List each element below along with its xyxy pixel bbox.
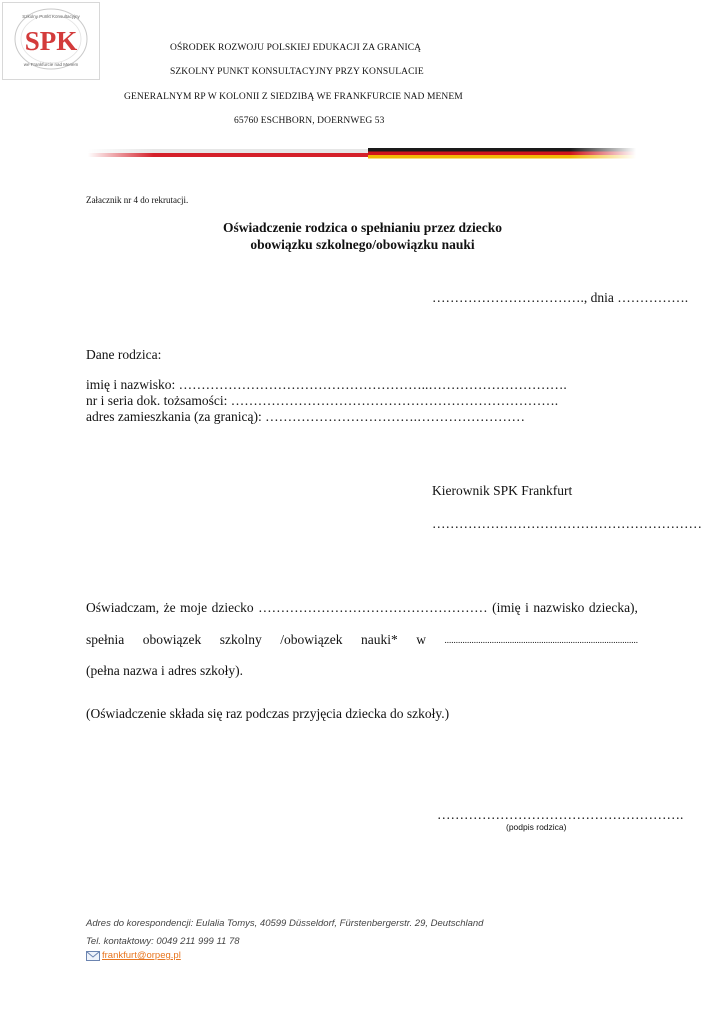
parent-signature-line: ………………………………………………. (437, 807, 684, 822)
parent-heading: Dane rodzica: (86, 347, 162, 362)
flag-divider (88, 146, 636, 160)
header-line-4: 65760 ESCHBORN, DOERNWEG 53 (234, 116, 385, 126)
declaration-word: i (525, 600, 529, 615)
spk-logo-graphic (3, 3, 99, 79)
document-title (0, 219, 725, 253)
declaration-word: spełnia (86, 632, 125, 647)
declaration-line-2 (86, 632, 638, 648)
declaration-note: (Oświadczenie składa się raz podczas przyjęcia dziecka do szkoły.) (86, 706, 450, 721)
parent-id-field: nr i seria dok. tożsamości: ………………………………………………………………. (86, 393, 559, 408)
parent-signature-caption: (podpis rodzica) (506, 822, 567, 832)
logo-bottom-text: we Frankfurcie nad Menem (23, 62, 79, 67)
declaration-line-3: (pełna nazwa i adres szkoły). (86, 663, 244, 678)
header-line-2: SZKOLNY PUNKT KONSULTACYJNY PRZY KONSULACIE (170, 67, 424, 77)
title-line-2: obowiązku szkolnego/obowiązku nauki (250, 237, 475, 252)
child-name-blank: …………………………………………… (258, 600, 488, 615)
declaration-line-1 (86, 600, 638, 616)
declaration-word: /obowiązek (280, 632, 343, 647)
declaration-word: moje (180, 600, 208, 615)
director-signature-line: …………………………………………………… (432, 516, 702, 531)
director-title: Kierownik SPK Frankfurt (432, 483, 573, 498)
footer-email-row (86, 950, 181, 961)
footer-email-link[interactable]: frankfurt@orpeg.pl (102, 950, 181, 961)
logo-brand: SPK (24, 26, 78, 56)
declaration-word: Oświadczam, (86, 600, 160, 615)
declaration-word: (imię (492, 600, 521, 615)
declaration-word: obowiązek (142, 632, 202, 647)
envelope-icon (86, 951, 100, 961)
logo-top-text: Szkolny Punkt Konsultacyjny (22, 14, 80, 19)
parent-address-field: adres zamieszkania (za granicą): …………………………….…………………… (86, 409, 526, 424)
attachment-note: Załacznik nr 4 do rekrutacji. (86, 195, 189, 205)
declaration-word: nauki* (360, 632, 398, 647)
parent-name-field: imię i nazwisko: ………………………………………………..…………………………. (86, 377, 567, 392)
header-line-1: OŚRODEK ROZWOJU POLSKIEJ EDUKACJI ZA GRANICĄ (170, 43, 422, 53)
school-name-blank: ...................................................................................... (444, 635, 638, 645)
date-line: ……………………………., dnia ……………. (432, 290, 689, 305)
declaration-word: w (416, 632, 426, 647)
declaration-word: szkolny (219, 632, 262, 647)
title-line-1: Oświadczenie rodzica o spełnianiu przez dziecko (222, 220, 503, 235)
footer-phone: Tel. kontaktowy: 0049 211 999 11 78 (86, 936, 240, 947)
spk-logo (2, 2, 100, 80)
footer-address: Adres do korespondencji: Eulalia Tomys, 40599 Düsseldorf, Fürstenbergerstr. 29, Deutschland (86, 918, 484, 929)
declaration-word: dziecko (211, 600, 254, 615)
declaration-word: dziecka), (588, 600, 638, 615)
declaration-word: nazwisko (533, 600, 585, 615)
header-line-3: GENERALNYM RP W KOLONII Z SIEDZIBĄ WE FRANKFURCIE NAD MENEM (124, 92, 463, 102)
declaration-word: że (163, 600, 176, 615)
